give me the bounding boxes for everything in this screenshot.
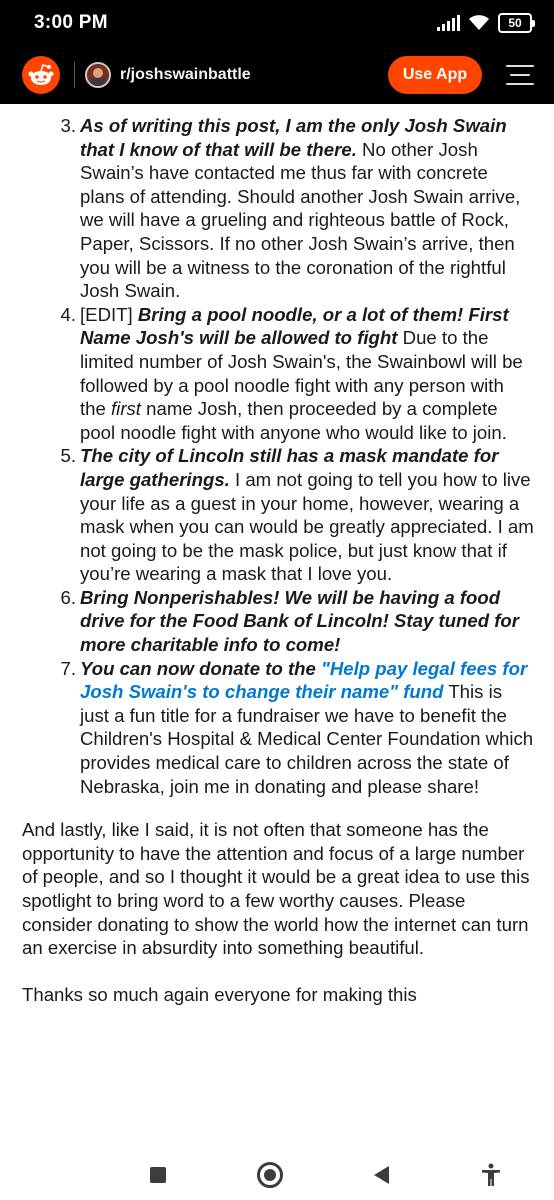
- subreddit-name[interactable]: r/joshswainbattle: [120, 66, 251, 83]
- list-item-body: No other Josh Swain’s have contacted me thus far with concrete plans of attending. Should another Josh Swain arrive, we will have a grueling and righteous battle of Rock, Paper, Scissors. If no other Josh Swain’s arrive, then you will be a witness to the coronation of the rightful Josh Swain.: [80, 138, 521, 302]
- menu-icon[interactable]: [506, 65, 534, 85]
- app-header: [0, 46, 554, 104]
- status-icons: [437, 13, 532, 33]
- subreddit-avatar[interactable]: [85, 62, 111, 88]
- status-time: 3:00 PM: [34, 12, 108, 33]
- list-item-bold: Bring Nonperishables! We will be having a food drive for the Food Bank of Lincoln! Stay tuned for more charitable info to come!: [80, 586, 520, 656]
- list-item: [0, 586, 534, 657]
- system-nav-bar: [0, 1150, 554, 1200]
- wifi-icon: [468, 15, 490, 31]
- list-item-bold: You can now donate to the: [80, 657, 322, 679]
- list-item-body: Due to the limited number of Josh Swain's, the Swainbowl will be followed by a pool noodle fight with any person with the: [80, 327, 523, 420]
- header-divider: [74, 62, 75, 88]
- clipped-text-line: [80, 104, 520, 107]
- list-item-text: [80, 303, 534, 445]
- post-paragraph: Thanks so much again everyone for making this: [22, 983, 417, 1005]
- reddit-logo-icon[interactable]: [22, 56, 60, 94]
- list-item-bold: The city of Lincoln still has a mask mandate for large gatherings.: [80, 445, 499, 490]
- accessibility-icon[interactable]: [480, 1163, 502, 1187]
- back-button[interactable]: [374, 1166, 389, 1184]
- battery-level: 50: [508, 16, 522, 30]
- list-item-prefix: [EDIT]: [80, 303, 138, 325]
- status-bar: [0, 0, 554, 46]
- list-item-text: [80, 657, 534, 799]
- list-number: 5.: [60, 445, 76, 467]
- fundraiser-link[interactable]: "Help pay legal fees for Josh Swain's to change their name" fund: [80, 657, 528, 703]
- list-item-bold: As of writing this post, I am the only Josh Swain that I know of that will be there.: [80, 115, 507, 160]
- list-item: [0, 444, 534, 586]
- list-item-italic: first: [111, 398, 141, 420]
- list-item: [0, 114, 534, 303]
- list-item-bold: Bring a pool noodle, or a lot of them! First Name Josh's will be allowed to fight: [80, 303, 509, 349]
- list-number: 7.: [60, 657, 76, 679]
- list-number: 6.: [60, 586, 76, 608]
- list-item-text: [80, 444, 534, 586]
- list-item-body-end: name Josh, then proceeded by a complete pool noodle fight with anyone who would like to join.: [80, 398, 507, 443]
- list-number: 4.: [60, 303, 76, 325]
- list-item-body: I am not going to tell you how to live your life as a guest in your home, however, wearing a mask when you can would be greatly appreciated. I am not going to be the mask police, but just know that if you’re wearing a mask that I love you.: [80, 468, 534, 585]
- signal-icon: [437, 15, 460, 31]
- recents-button[interactable]: [150, 1167, 166, 1183]
- post-content: [0, 104, 554, 1150]
- post-paragraph: And lastly, like I said, it is not often that someone has the opportunity to have the attention and focus of a large number of people, and so I thought it would be a great idea to use this spotlight to bring word to a few worthy causes. Please consider donating to show the world how the internet can turn an exercise in absurdity into something beautiful.: [22, 819, 530, 959]
- home-button[interactable]: [257, 1162, 283, 1188]
- list-item: [0, 657, 534, 799]
- list-item: [0, 303, 534, 445]
- list-item-text: [80, 114, 534, 303]
- battery-icon: [498, 13, 532, 33]
- list-number: 3.: [60, 115, 76, 136]
- list-item-body: This is just a fun title for a fundraiser we have to benefit the Children's Hospital & Medical Center Foundation which provides medical care to children across the state of Nebraska, join me in donating and please share!: [80, 681, 534, 797]
- post-list: [0, 104, 554, 798]
- use-app-button[interactable]: Use App: [388, 56, 482, 94]
